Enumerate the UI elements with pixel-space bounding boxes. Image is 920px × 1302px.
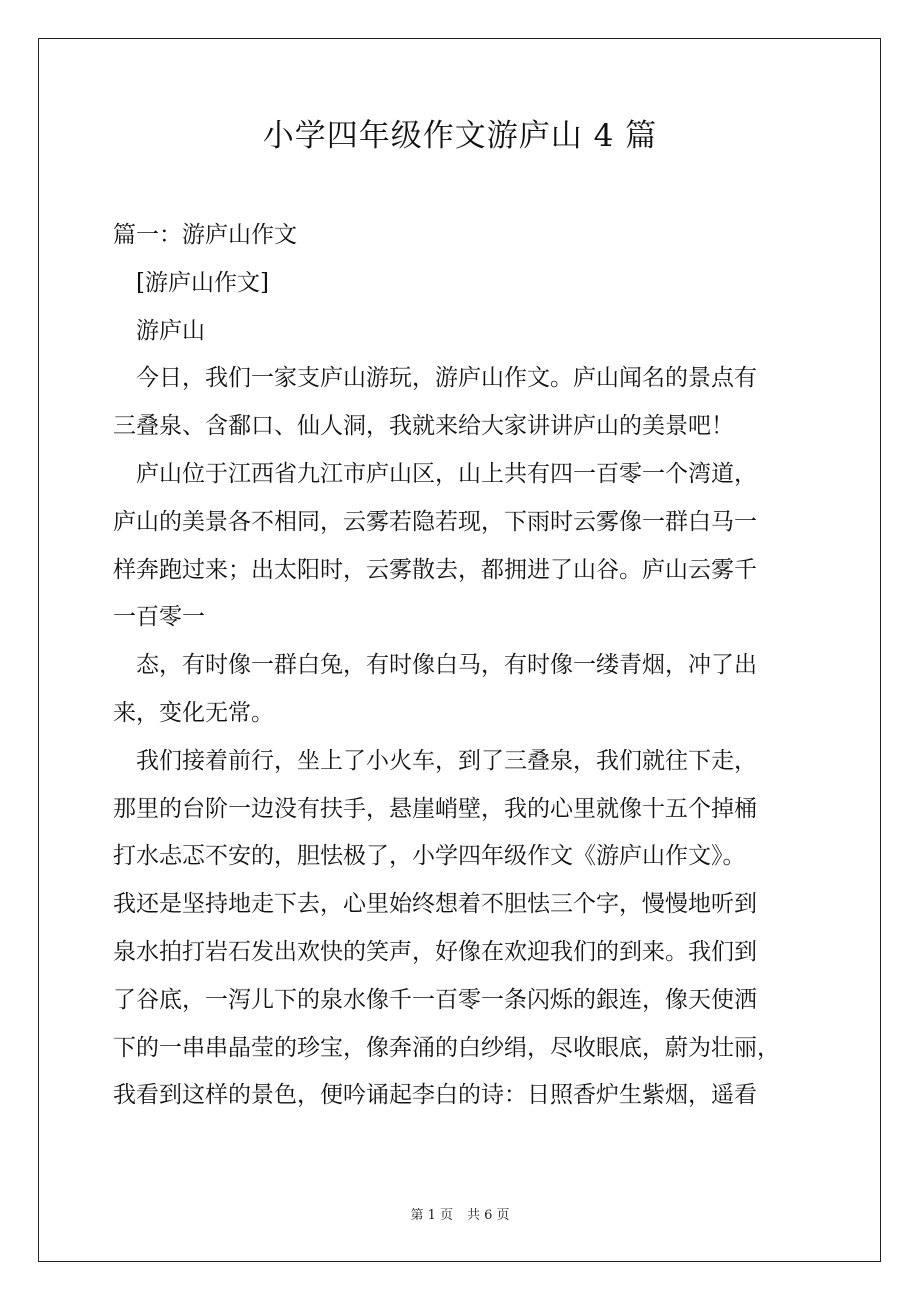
text-line: 我还是坚持地走下去，心里始终想着不胆怯三个字，慢慢地听到 xyxy=(113,891,757,918)
text-line: 了谷底，一泻儿下的泉水像千一百零一条闪烁的銀连，像天使洒 xyxy=(113,986,757,1013)
text-line: 下的一串串晶莹的珍宝，像奔涌的白纱绢，尽收眼底，蔚为壮丽， xyxy=(113,1034,780,1061)
page-footer xyxy=(0,1206,920,1226)
page-total: 共 6 页 xyxy=(467,1208,510,1223)
page-number: 第 1 页 xyxy=(410,1208,453,1223)
text-line: 我们接着前行，坐上了小火车，到了三叠泉，我们就往下走， xyxy=(136,747,757,774)
document-body xyxy=(113,212,813,1120)
text-line: 庐山位于江西省九江市庐山区，山上共有四一百零一个湾道， xyxy=(136,460,757,487)
text-line: 打水忐忑不安的，胆怯极了，小学四年级作文《游庐山作文》。 xyxy=(113,843,746,870)
text-line: 态，有时像一群白兔，有时像白马，有时像一缕青烟，冲了出 xyxy=(136,652,757,679)
text-line: [游庐山作文] xyxy=(136,269,269,296)
text-line: 一百零一 xyxy=(113,604,205,631)
section-heading: 篇一：游庐山作文 xyxy=(113,222,297,248)
text-line: 三叠泉、含鄱口、仙人洞，我就来给大家讲讲庐山的美景吧！ xyxy=(113,413,734,440)
text-line: 样奔跑过来；出太阳时，云雾散去，都拥进了山谷。庐山云雾千 xyxy=(113,556,757,583)
text-line: 那里的台阶一边没有扶手，悬崖峭壁，我的心里就像十五个掉桶 xyxy=(113,795,757,822)
text-line: 庐山的美景各不相同，云雾若隐若现，下雨时云雾像一群白马一 xyxy=(113,508,757,535)
text-line: 游庐山 xyxy=(136,317,205,344)
text-line: 今日，我们一家支庐山游玩，游庐山作文。庐山闻名的景点有 xyxy=(136,365,757,392)
text-line: 我看到这样的景色，便吟诵起李白的诗：日照香炉生紫烟，遥看 xyxy=(113,1082,757,1109)
text-line: 泉水拍打岩石发出欢快的笑声，好像在欢迎我们的到来。我们到 xyxy=(113,938,757,965)
document-title: 小学四年级作文游庐山 4 篇 xyxy=(262,118,658,154)
text-line: 来，变化无常。 xyxy=(113,699,274,726)
